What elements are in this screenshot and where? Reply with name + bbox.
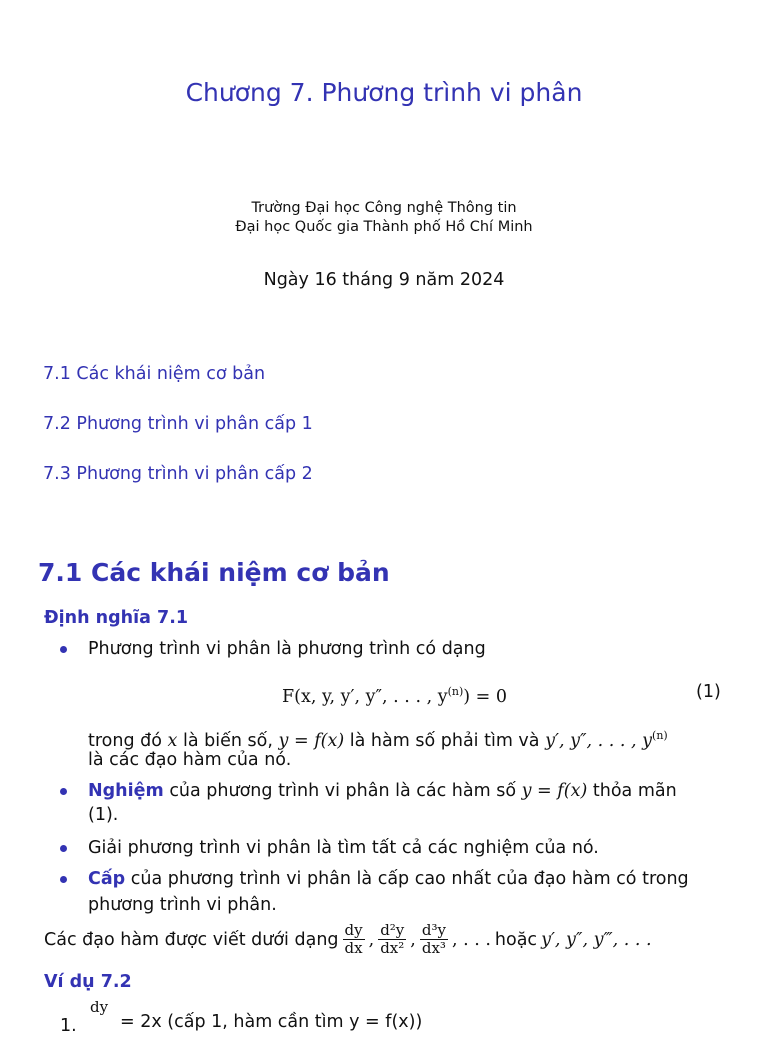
example-label: Ví dụ 7.2 xyxy=(44,972,132,992)
cont-var-x: x xyxy=(167,730,178,751)
fraction-dy-dx xyxy=(343,922,365,957)
bullet-marker xyxy=(60,788,67,795)
institution-line-2: Đại học Quốc gia Thành phố Hồ Chí Minh xyxy=(235,219,533,235)
bullet-marker xyxy=(60,646,67,653)
definition-label: Định nghĩa 7.1 xyxy=(44,608,189,628)
example-1-numerator: dy xyxy=(90,998,109,1016)
fraction-d2y-dx2 xyxy=(378,922,406,957)
bullet-2-text-3: (1). xyxy=(88,805,119,825)
bullet-4-text xyxy=(88,867,689,891)
cont-superscript: (n) xyxy=(652,729,668,742)
derivative-ellipsis: , . . . xyxy=(451,929,491,950)
derivative-notation-line: Các đạo hàm được viết dưới dạng $\frac{dy}{dx}$ , $\frac{\text{d²y}}{\text{dx²}}$ , $\frac{\text{d³y}}{\text{dx³}}$ , . . . hoặc y′, y″, y‴, . . . xyxy=(44,921,652,957)
toc-item-7-2[interactable]: 7.2 Phương trình vi phân cấp 1 xyxy=(43,414,313,434)
term-cap: Cấp xyxy=(88,869,126,889)
example-1-rest: = 2x (cấp 1, hàm cần tìm y = f(x)) xyxy=(120,1012,423,1032)
fraction-numerator: d²y xyxy=(380,921,405,939)
derivative-text-1: Các đạo hàm được viết dưới dạng xyxy=(44,929,339,950)
page-title: Chương 7. Phương trình vi phân xyxy=(185,78,583,107)
main-equation xyxy=(282,680,507,709)
bullet-2-text-2: thỏa mãn xyxy=(592,781,677,801)
document-date: Ngày 16 tháng 9 năm 2024 xyxy=(263,270,505,290)
cont-text-1: trong đó xyxy=(88,730,162,751)
bullet-3-text: Giải phương trình vi phân là tìm tất cả các nghiệm của nó. xyxy=(88,838,599,858)
fraction-numerator: dy xyxy=(344,921,363,939)
bullet-1-continuation-2: là các đạo hàm của nó. xyxy=(88,750,292,770)
bullet-2-text xyxy=(88,779,677,803)
equation-superscript: (n) xyxy=(447,685,464,698)
cont-function: y = f(x) xyxy=(278,730,345,751)
example-1-number: 1. xyxy=(60,1016,77,1036)
equation-lhs: F(x, y, y′, y″, . . . , y xyxy=(282,686,448,707)
bullet-marker xyxy=(60,845,67,852)
fraction-d3y-dx3 xyxy=(420,922,448,957)
fraction-denominator: dx³ xyxy=(421,939,446,957)
bullet-2-math: y = f(x) xyxy=(521,781,588,801)
bullet-1-text: Phương trình vi phân là phương trình có dạng xyxy=(88,639,486,659)
fraction-denominator: dx² xyxy=(380,939,405,957)
bullet-4-text-1: của phương trình vi phân là cấp cao nhất của đạo hàm có trong xyxy=(130,869,689,889)
cont-text-3: là hàm số phải tìm và xyxy=(349,730,540,751)
derivative-text-2: hoặc xyxy=(494,929,538,950)
toc-item-7-3[interactable]: 7.3 Phương trình vi phân cấp 2 xyxy=(43,464,313,484)
equation-number: (1) xyxy=(696,682,721,702)
fraction-denominator: dx xyxy=(344,939,363,957)
equation-rhs: ) = 0 xyxy=(463,686,507,707)
fraction-numerator: d³y xyxy=(421,921,446,939)
institution-line-1: Trường Đại học Công nghệ Thông tin xyxy=(251,200,517,216)
section-heading: 7.1 Các khái niệm cơ bản xyxy=(38,558,390,587)
bullet-2-text-1: của phương trình vi phân là các hàm số xyxy=(169,781,517,801)
bullet-4-text-2: phương trình vi phân. xyxy=(88,895,277,915)
cont-derivatives: y′, y″, . . . , y xyxy=(545,730,653,751)
toc-item-7-1[interactable]: 7.1 Các khái niệm cơ bản xyxy=(43,364,266,384)
term-nghiem: Nghiệm xyxy=(88,781,164,801)
cont-text-2: là biến số, xyxy=(183,730,273,751)
bullet-marker xyxy=(60,876,67,883)
derivative-math-2: y′, y″, y‴, . . . xyxy=(541,929,652,950)
